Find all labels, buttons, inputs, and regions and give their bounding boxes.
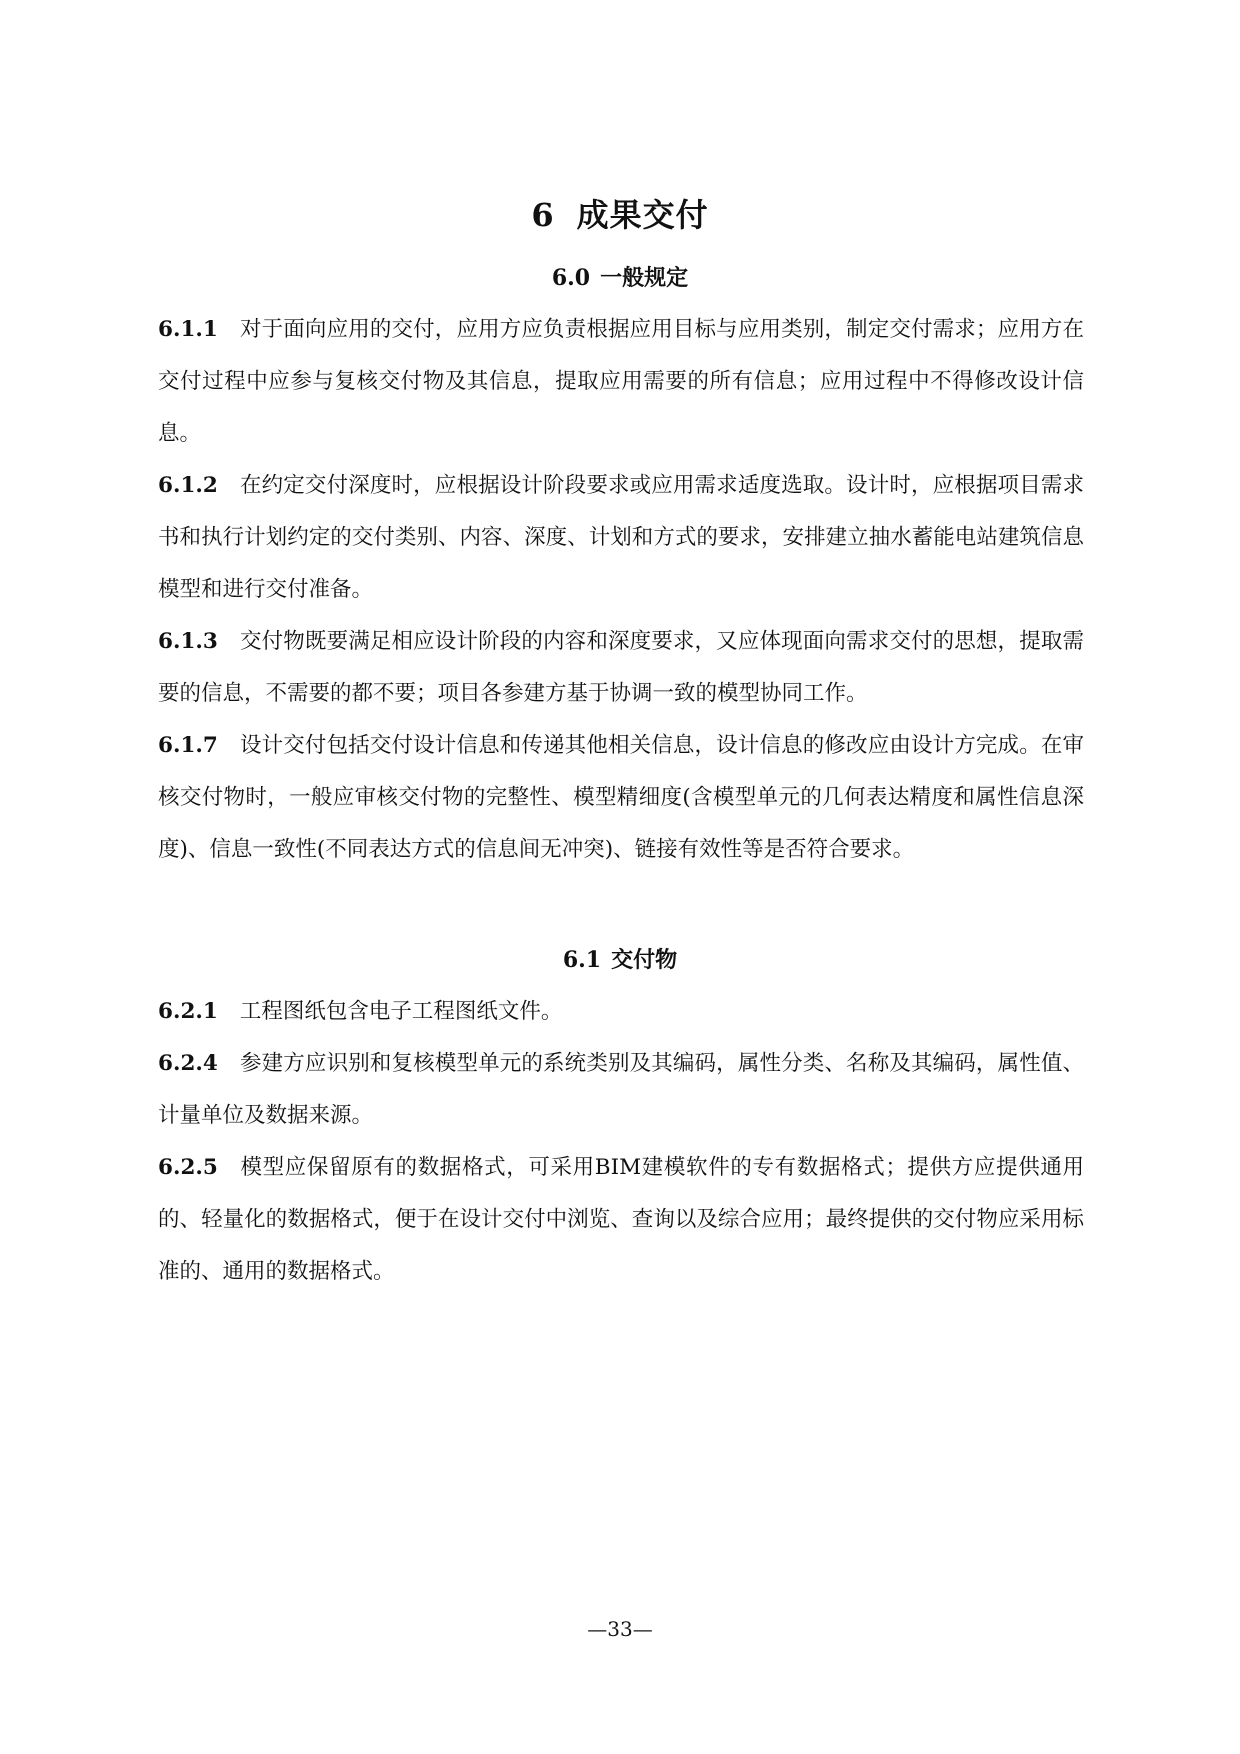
- chapter-title: [0, 190, 1240, 236]
- clause: [158, 460, 1084, 616]
- clause-number: 6.1.7: [158, 733, 218, 758]
- clause-number: 6.2.1: [158, 999, 218, 1024]
- section-number: 6.1: [562, 947, 602, 973]
- clause-text: 设计交付包括交付设计信息和传递其他相关信息，设计信息的修改应由设计方完成。在审核交付物时，一般应审核交付物的完整性、模型精细度(含模型单元的几何表达精度和属性信息深度)、信息一致性(不同表达方式的信息间无冲突)、链接有效性等是否符合要求。: [158, 733, 1084, 862]
- section-title-text: 交付物: [611, 947, 678, 973]
- clause: [158, 1038, 1084, 1142]
- clause-number: 6.1.3: [158, 629, 218, 654]
- clause-number: 6.2.5: [158, 1155, 218, 1180]
- clause: [158, 1142, 1084, 1298]
- clause-text: 在约定交付深度时，应根据设计阶段要求或应用需求适度选取。设计时，应根据项目需求书和执行计划约定的交付类别、内容、深度、计划和方式的要求，安排建立抽水蓄能电站建筑信息模型和进行交付准备。: [158, 473, 1084, 602]
- clause-text: 参建方应识别和复核模型单元的系统类别及其编码，属性分类、名称及其编码，属性值、计量单位及数据来源。: [158, 1051, 1084, 1128]
- section-title-deliverables: [0, 943, 1240, 974]
- clause-number: 6.1.1: [158, 317, 218, 342]
- section-number: 6.0: [551, 265, 591, 291]
- section-title-general: [0, 261, 1240, 292]
- clause-text: 交付物既要满足相应设计阶段的内容和深度要求，又应体现面向需求交付的思想，提取需要的信息，不需要的都不要；项目各参建方基于协调一致的模型协同工作。: [158, 629, 1084, 706]
- page-number: —33—: [587, 1617, 653, 1641]
- clause-text: 模型应保留原有的数据格式，可采用BIM建模软件的专有数据格式；提供方应提供通用的、轻量化的数据格式，便于在设计交付中浏览、查询以及综合应用；最终提供的交付物应采用标准的、通用的数据格式。: [158, 1155, 1084, 1284]
- section-title-text: 一般规定: [600, 265, 689, 291]
- clause: [158, 616, 1084, 720]
- clause-number: 6.1.2: [158, 473, 218, 498]
- clause-text: 对于面向应用的交付，应用方应负责根据应用目标与应用类别，制定交付需求；应用方在交付过程中应参与复核交付物及其信息，提取应用需要的所有信息；应用过程中不得修改设计信息。: [158, 317, 1084, 446]
- clause: [158, 304, 1084, 460]
- clause: [158, 720, 1084, 876]
- chapter-number: 6: [531, 196, 555, 234]
- chapter-title-text: 成果交付: [576, 196, 709, 234]
- clause: [158, 986, 1084, 1038]
- clause-text: 工程图纸包含电子工程图纸文件。: [239, 999, 563, 1024]
- clause-number: 6.2.4: [158, 1051, 218, 1076]
